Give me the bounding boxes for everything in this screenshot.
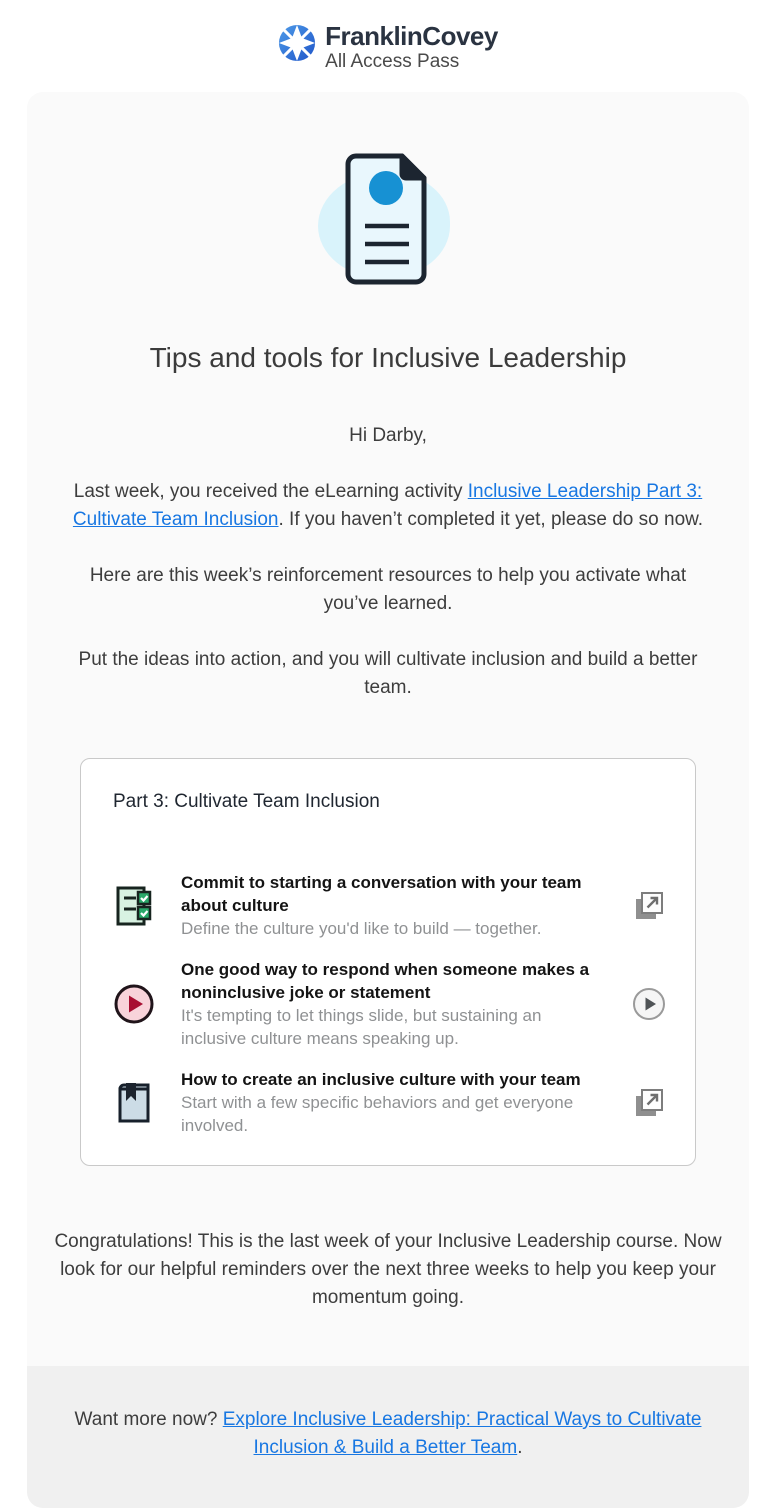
external-link-icon — [632, 889, 666, 923]
closing-paragraph: Congratulations! This is the last week of your Inclusive Leadership course. Now look for our helpful reminders over the next three weeks to help you keep your momentum going. — [54, 1231, 722, 1308]
list-item[interactable] — [113, 871, 671, 940]
resource-title: One good way to respond when someone makes a noninclusive joke or statement — [181, 960, 590, 1002]
resource-description: Define the culture you'd like to build — together. — [181, 919, 542, 938]
email-footer-section — [27, 1366, 749, 1508]
compass-star-icon — [278, 24, 316, 62]
open-resource-button[interactable] — [627, 889, 671, 923]
checklist-icon — [113, 883, 155, 929]
footer-text-suffix: . — [517, 1437, 523, 1458]
email-body-container — [27, 92, 749, 1508]
brand-subtitle: All Access Pass — [325, 51, 460, 72]
explore-course-link[interactable]: Explore Inclusive Leadership: Practical Ways to Cultivate Inclusion & Build a Better Team — [222, 1409, 702, 1458]
external-link-icon — [632, 1086, 666, 1120]
play-circle-icon — [113, 983, 155, 1025]
list-item[interactable] — [113, 1068, 671, 1137]
greeting-text: Hi Darby, — [349, 425, 427, 446]
resource-title: Commit to starting a conversation with your team about culture — [181, 873, 582, 915]
franklincovey-logo — [278, 22, 498, 74]
brand-text — [325, 22, 498, 74]
page-title: Tips and tools for Inclusive Leadership — [149, 342, 627, 373]
intro-text-before: Last week, you received the eLearning activity — [73, 481, 468, 502]
footer-paragraph — [57, 1406, 719, 1462]
open-resource-button[interactable] — [627, 1086, 671, 1120]
resource-title: How to create an inclusive culture with your team — [181, 1070, 581, 1089]
play-button-icon — [632, 987, 666, 1021]
resources-card — [80, 758, 696, 1166]
play-resource-button[interactable] — [627, 987, 671, 1021]
resource-list — [113, 871, 671, 1137]
intro-paragraph — [64, 478, 712, 534]
resource-description: It's tempting to let things slide, but sustaining an inclusive culture means speaking up. — [181, 1006, 542, 1048]
intro-text-after: . If you haven’t completed it yet, please do so now. — [278, 509, 704, 530]
elearning-activity-link[interactable]: Inclusive Leadership Part 3: Cultivate Team Inclusion — [72, 481, 703, 530]
resource-description: Start with a few specific behaviors and get everyone involved. — [181, 1093, 574, 1135]
document-icon — [344, 150, 432, 288]
hero-illustration — [27, 150, 749, 290]
list-item[interactable] — [113, 958, 671, 1050]
card-title: Part 3: Cultivate Team Inclusion — [113, 791, 380, 812]
resources-paragraph: Here are this week’s reinforcement resources to help you activate what you’ve learned. — [89, 565, 687, 614]
action-paragraph: Put the ideas into action, and you will cultivate inclusion and build a better team. — [78, 649, 698, 698]
book-icon — [113, 1080, 155, 1126]
email-main-section — [27, 92, 749, 1366]
brand-header — [0, 0, 776, 92]
footer-text-prefix: Want more now? — [74, 1409, 223, 1430]
brand-name: FranklinCovey — [325, 21, 498, 51]
